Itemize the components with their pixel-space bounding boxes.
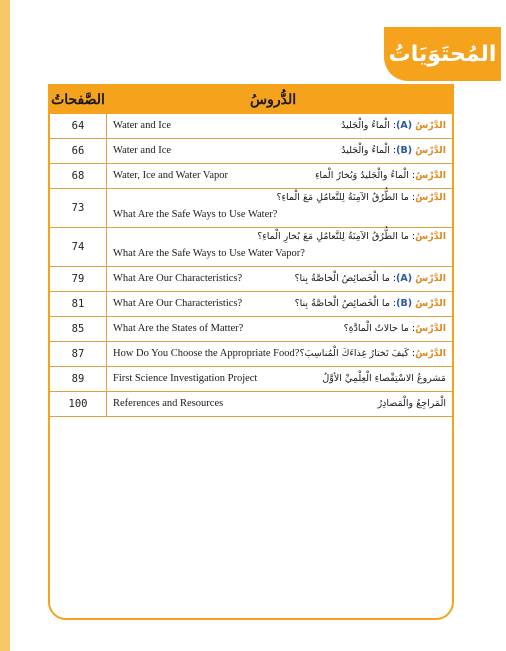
contents-table [48,84,454,620]
table-row[interactable] [50,367,452,392]
english-lesson-title: Water and Ice [113,120,172,131]
english-lesson-title: What Are the Safe Ways to Use Water? [113,209,278,220]
arabic-lesson-title [295,273,446,284]
lesson-arabic-text: : الْماءُ والْجَليدُ وَبُخارُ الْماءِ [314,170,416,181]
page-number: 85 [50,317,107,341]
english-lesson-title: What Are the Safe Ways to Use Water Vapor? [113,248,305,259]
english-lesson-title: First Science Investigation Project [113,373,258,384]
header-lessons: الدُّروسُ [250,92,297,108]
page-number: 66 [50,139,107,163]
arabic-lesson-title [341,145,446,156]
arabic-lesson-title [257,231,446,242]
lesson-arabic-text: : الْماءُ والْجَليدُ [341,145,397,156]
table-row[interactable] [50,292,452,317]
english-lesson-title: What Are the States of Matter? [113,323,244,334]
lesson-keyword: الدَّرْسُ [415,231,446,242]
side-stripe [0,0,10,651]
page-number: 73 [50,189,107,227]
arabic-lesson-title [277,192,446,203]
page-number: 79 [50,267,107,291]
lesson-arabic-text: : ما حالاتُ الْمادَّةِ؟ [343,323,416,334]
page-number: 89 [50,367,107,391]
table-row[interactable] [50,342,452,367]
lesson-cell [107,228,452,266]
lesson-keyword: الدَّرْسُ [415,323,446,334]
page-number: 100 [50,392,107,416]
table-header [50,86,452,114]
arabic-lesson-title [322,373,446,384]
lesson-arabic-text: : كَيفَ تَختارُ غِذاءَكَ الْمُناسِبَ؟ [299,348,416,359]
arabic-lesson-title [341,120,446,131]
lesson-arabic-text: مَشروعُ الاسْتِقْصاءِ الْعِلْمِيِّ الأوَّلُ [322,373,446,384]
english-lesson-title: Water and Ice [113,145,172,156]
lesson-arabic-text: : ما الطُّرُقُ الآمِنَةُ لِلتَّعامُلِ مَعَ بُخارِ الْماءِ؟ [257,231,416,242]
lesson-variant: (B) [396,145,413,156]
lesson-variant: (A) [396,120,413,131]
arabic-lesson-title [378,398,446,409]
table-row[interactable] [50,317,452,342]
lesson-keyword: الدَّرْسُ [415,145,446,156]
header-pages: الصَّفحاتُ [51,92,105,108]
table-rows [50,114,452,417]
table-row[interactable] [50,189,452,228]
lesson-variant: (B) [396,298,413,309]
lesson-cell [107,114,452,138]
table-row[interactable] [50,114,452,139]
lesson-cell [107,367,452,391]
table-row[interactable] [50,164,452,189]
lesson-keyword: الدَّرْسُ [415,192,446,203]
arabic-lesson-title [344,323,446,334]
lesson-keyword: الدَّرْسُ [415,170,446,181]
lesson-cell [107,342,452,366]
lesson-arabic-text: : ما الْخَصائِصُ الْخاصَّةُ بِنا؟ [294,273,397,284]
arabic-lesson-title [299,348,446,359]
lesson-keyword: الدَّرْسُ [415,298,446,309]
lesson-arabic-text: : ما الْخَصائِصُ الْخاصَّةُ بِنا؟ [294,298,397,309]
lesson-keyword: الدَّرْسُ [415,348,446,359]
lesson-cell [107,139,452,163]
table-row[interactable] [50,267,452,292]
lesson-keyword: الدَّرْسُ [415,120,446,131]
lesson-keyword: الدَّرْسُ [415,273,446,284]
page-number: 68 [50,164,107,188]
arabic-lesson-title [295,298,446,309]
lesson-cell [107,317,452,341]
lesson-cell [107,189,452,227]
english-lesson-title: What Are Our Characteristics? [113,273,243,284]
lesson-arabic-text: : ما الطُّرُقُ الآمِنَةُ لِلتَّعامُلِ مَعَ الْماءِ؟ [276,192,416,203]
page-number: 81 [50,292,107,316]
lesson-cell [107,267,452,291]
page-number: 74 [50,228,107,266]
english-lesson-title: How Do You Choose the Appropriate Food? [113,348,300,359]
lesson-arabic-text: : الْماءُ والْجَليدُ [341,120,397,131]
table-row[interactable] [50,228,452,267]
page-number: 87 [50,342,107,366]
english-lesson-title: References and Resources [113,398,224,409]
arabic-lesson-title [315,170,446,181]
table-row[interactable] [50,139,452,164]
lesson-cell [107,164,452,188]
english-lesson-title: Water, Ice and Water Vapor [113,170,228,181]
lesson-variant: (A) [396,273,413,284]
table-row[interactable] [50,392,452,417]
lesson-arabic-text: الْمَراجِعُ والْمَصادِرُ [377,398,446,409]
contents-title-tab [384,27,501,81]
page-number: 64 [50,114,107,138]
lesson-cell [107,292,452,316]
lesson-cell [107,392,452,416]
english-lesson-title: What Are Our Characteristics? [113,298,243,309]
page-title: المُحتَوَيَاتُ [388,41,497,67]
